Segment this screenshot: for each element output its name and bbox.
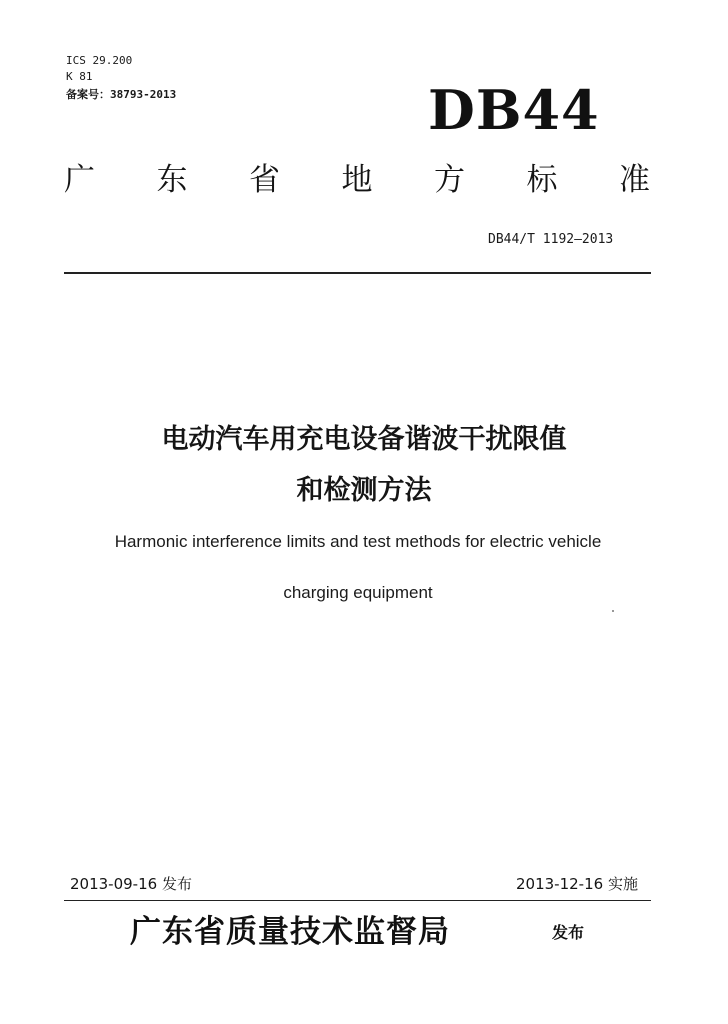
- bottom-divider: [64, 900, 651, 901]
- title-cn-line2: 和检测方法: [296, 475, 432, 506]
- ics-code: ICS 29.200: [66, 54, 133, 67]
- title-cn-line1: 电动汽车用充电设备谐波干扰限值: [161, 424, 567, 455]
- standard-number: DB44/T 1192—2013: [488, 232, 614, 247]
- standard-type-char: 东: [156, 162, 188, 198]
- classification-code: K 81: [66, 70, 93, 83]
- scan-speck: [612, 610, 614, 612]
- standard-type-char: 地: [341, 162, 373, 198]
- publisher-name: 广东省质量技术监督局: [130, 914, 450, 950]
- record-number: 备案号：38793-2013: [66, 88, 177, 101]
- db44-logo: DB44: [428, 78, 600, 142]
- standard-type-char: 标: [526, 162, 558, 198]
- standard-type-char: 准: [619, 162, 650, 198]
- top-divider: [64, 272, 651, 274]
- standard-type-heading: [64, 160, 650, 200]
- standard-type-char: 广: [64, 162, 95, 198]
- standard-type-char: 方: [434, 162, 465, 198]
- title-en-line2: charging equipment: [283, 583, 433, 602]
- issue-date: 2013-09-16 发布: [70, 875, 192, 893]
- standard-type-char: 省: [249, 162, 280, 198]
- implementation-date: 2013-12-16 实施: [516, 875, 638, 893]
- publish-label: 发布: [552, 923, 585, 942]
- title-en-line1: Harmonic interference limits and test methods for electric vehicle: [114, 532, 602, 551]
